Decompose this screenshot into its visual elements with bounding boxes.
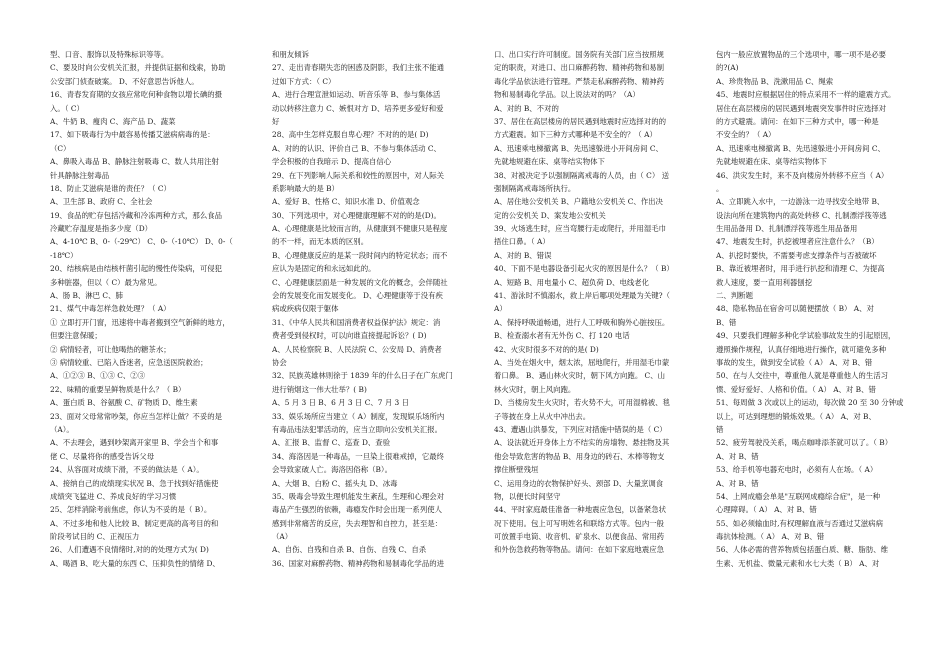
text-line: 先就地规避在床、桌等结实物体下	[494, 157, 605, 167]
text-line: -18℃）	[50, 250, 78, 260]
text-line: 44、平时家庭最佳准备一种地震应急包，以备紧急状	[494, 505, 667, 515]
text-column-4	[716, 48, 911, 671]
text-line: 况下使用。包上可写明姓名和联络方式等。包内一般	[494, 518, 664, 528]
text-line: 28、高中生怎样克服自卑心理？不对的的是( D)	[272, 130, 429, 140]
text-line: A、接纳自己的成绩现实状况 B、急于找到好措施使	[50, 478, 219, 488]
text-line: 佬 C、尽量将你的感受告诉父母	[50, 451, 155, 461]
text-line: 的?(A)	[716, 63, 739, 73]
text-line: 37、居住在高层楼房的居民遇到地震时应选择对的的	[494, 116, 667, 126]
text-line: 好	[272, 116, 280, 126]
text-line: A、5 月 3 日 B、6 月 3 日 C、7 月 3 日	[272, 398, 409, 408]
text-line: 动以转移注意力 C、嫉恨对方 D、培养更多爱好和爱	[272, 103, 444, 113]
text-line: 38、对被决定予以强制隔离戒毒的人员，由（ C） 送	[494, 170, 669, 180]
text-line: A、进行合理宣泄如运动、听音乐等 B、参与集体活	[272, 90, 441, 100]
text-line: 事故的发生，做到安全试验（ A） A、对 B、错	[716, 357, 873, 367]
text-line: ① 立即打开门窗，迅速将中毒者搬到空气新鲜的地方，	[50, 317, 230, 327]
text-line: （C）	[50, 143, 71, 153]
text-line: A、珍贵物品 B、洗漱用品 C、绳索	[716, 76, 834, 86]
text-line: 入。（ C）	[50, 103, 84, 113]
text-line: 的方式避震。请问：在如下三种方式中，哪一种是	[716, 116, 879, 126]
text-line: A、大烟 B、白粉 C、摇头丸 D、冰毒	[272, 478, 398, 488]
text-line: 39、火场逃生时，应当弯腰行走或爬行，并用湿毛巾	[494, 224, 667, 234]
text-line: 林火灾时，朝上风向跑。	[494, 384, 576, 394]
text-line: 33、娱乐场所应当建立（ A）制度，发现娱乐场所内	[272, 411, 445, 421]
text-line: 52、疲劳驾驶没关系，喝点咖啡添茶就可以了。（ B）	[716, 438, 893, 448]
text-line: 惯、爱好爱好、人格和价值。（ A） A、对 B、错	[716, 384, 876, 394]
text-line: C、要及时向公安机关汇报，并提供证据和线索，协助	[50, 63, 226, 73]
text-line: A、对 B、错	[716, 451, 759, 461]
text-line: A、①②③ B、①③ C、②③	[50, 371, 146, 381]
text-line: A、对的 B、不对的	[494, 103, 559, 113]
text-line: 着口鼻。 B、遇山林火灾时，朝下风方向跑。 C、山	[494, 371, 665, 381]
text-line: A、扒挖时要快，不需要考虑支撑条件与否被破坏	[716, 250, 877, 260]
text-line: 以上，可达到理想的锻炼效果。（ A） A、对 B、	[716, 411, 876, 421]
text-line: A、保持呼吸道畅通，进行人工呼吸和胸外心脏按压。	[494, 317, 670, 327]
text-line: A、居住地公安机关 B、户籍地公安机关 C、作出决	[494, 197, 663, 207]
text-line: 物和易制毒化学品。以上说法对的吗？（A）	[494, 90, 640, 100]
text-line: C、运用身边的衣物保护好头、颈部 D、大量烹调食	[494, 478, 664, 488]
text-line: 型、口音、服饰以及特殊标识等等。	[50, 50, 169, 59]
text-line: 捂住口鼻。（ A）	[494, 237, 550, 247]
text-line: 会的发展变化而发展变化。 D、心理健康等于没有疾	[272, 291, 443, 301]
text-line: A、迅速乘电梯撤离 B、先迅速躲进小开间房间 C、	[716, 143, 885, 153]
text-line: 子等披在身上从火中冲出去。	[494, 411, 591, 421]
text-line: 但要注意保暖；	[50, 331, 102, 341]
text-line: 进行销烟这一伟大壮举？( B)	[272, 384, 367, 394]
text-column-3	[494, 48, 689, 671]
text-line: A、对 B、错	[716, 478, 759, 488]
text-line: 成绩突飞猛进 C、养成良好的学习习惯	[50, 491, 177, 501]
text-line: D、当楼房发生火灾时，若火势不大，可用湿棉被、毯	[494, 398, 670, 408]
text-line: 物，以便长时间坚守	[494, 491, 561, 501]
text-line: 包内一般应放置物品的三个选项中，哪一项不是必要	[716, 50, 886, 59]
text-line: C、心理健康层面是一种发展的文化的概念，会伴随社	[272, 277, 448, 287]
text-line: A、蛋白质 B、谷氨酸 C、矿物质 D、维生素	[50, 398, 198, 408]
text-line: 和外伤急救药物等物品。请问：在如下家庭地震应急	[494, 545, 664, 555]
text-line: 23、面对父母常常吵架，你应当怎样让做？不妥的是	[50, 411, 223, 421]
text-line: 54、上网成瘾会单是"互联网成瘾综合症"，是一种	[716, 491, 881, 501]
text-line: 17、如下吸毒行为中最容易传播艾滋病病毒的是：	[50, 130, 215, 140]
text-line: 51、每周做 3 次或以上的运动，每次做 20 至 30 分钟或	[716, 398, 904, 408]
text-line: 34、海洛因是一种毒品，一旦染上很难戒掉，它最终	[272, 451, 445, 461]
text-line: 他会导致危害的物品 B、用身边的砖石、木棒等物支	[494, 451, 665, 461]
text-line: ③ 病情较重、已陷入昏迷者，应急送医院救治；	[50, 357, 208, 367]
text-line: 53、给手机等电器充电时，必须有人在场。（ A）	[716, 465, 878, 475]
text-line: 会导致家破人亡。海洛因俗称（B）。	[272, 465, 392, 475]
text-line: 不安全的？（ A）	[716, 130, 776, 140]
text-line: 强制隔离戒毒场所执行。	[494, 183, 576, 193]
text-line: 撑住断壁残垣	[494, 465, 539, 475]
text-line: 感到非常痛苦的反应，失去理智和自控力，甚至是：	[272, 518, 442, 528]
text-line: B、错	[716, 317, 737, 327]
text-line: 居住在高层楼房的居民遇到地震突发事件时应选择对	[716, 103, 886, 113]
text-line: 48、隐私物品在宿舍可以随便摆放（ B） A、对	[716, 304, 874, 314]
text-line: A、4-10℃ B、0-（-29℃） C、0-（-10℃） D、0-（	[50, 237, 233, 247]
text-line: 应认为是固定的和永远如此的。	[272, 264, 376, 274]
text-line: 41、游泳时不慎溺水，救上岸后哪项处理最为关键?（	[494, 291, 670, 301]
text-column-1	[50, 48, 245, 671]
text-line: 阶段考试目的 C、正视压力	[50, 532, 140, 542]
text-line: A、迅速乘电梯撤离 B、先迅速躲进小开间房间 C、	[494, 143, 663, 153]
text-line: B、靠近被埋者时，用手进行扒挖和清理 C、为提高	[716, 264, 885, 274]
text-line: 二、判断题	[716, 291, 753, 301]
text-line: 。	[716, 183, 724, 193]
text-line: ② 病情轻者，可让他喝热的糖茶水；	[50, 344, 171, 354]
text-line: 18、防止艾滋病是谁的责任？（ C）	[50, 183, 171, 193]
text-line: 针具静脉注射毒品	[50, 170, 110, 180]
text-line: 55、如必须输血时,有权理解血液与否通过艾滋病病	[716, 518, 883, 528]
text-line: A、对的 B、错误	[494, 250, 552, 260]
text-line: B、检查溺水者有无外伤 C、打 120 电话	[494, 331, 630, 341]
text-line: 定的职责，对进口、出口麻醉药物、精神药物和易制	[494, 63, 664, 73]
text-line: 公安部门侦查破案。 D、不好意思告诉他人。	[50, 76, 199, 86]
text-line: 42、火灾时很多不对的的是( D)	[494, 344, 599, 354]
text-line: A、自伤、自残和自杀 B、自伤、自残 C、自杀	[272, 545, 427, 555]
text-line: 20、结核病是由结核杆菌引起的慢性传染病，可侵犯	[50, 264, 223, 274]
text-line: 45、地震时应根据居住的特点采用不一样的避震方式。	[716, 90, 896, 100]
text-line: 遵照操作规程，认真仔细地进行操作，就可避免多种	[716, 344, 886, 354]
text-line: 有毒品违法犯罪活动的，应当立即向公安机关汇报。	[272, 424, 442, 434]
text-line: 过如下方式：（ C）	[272, 76, 336, 86]
text-line: 学会积极的自我暗示 D、提高自信心	[272, 157, 392, 167]
text-line: 16、青春发育期的女孩应常吃何种食物以增长碘的摄	[50, 90, 223, 100]
text-line: A）	[494, 304, 507, 314]
text-line: 错	[716, 424, 724, 434]
text-line: 多种脏器，但以（ C）最为常见。	[50, 277, 162, 287]
text-line: A、人民检察院 B、人民法院 C、公安局 D、消费者	[272, 344, 442, 354]
text-line: 的不一样，而无本质的区别。	[272, 237, 369, 247]
text-line: 先就地规避在床、桌等结实物体下	[716, 157, 827, 167]
text-line: B、心理健康反应的是某一段时间内的特定状态；而不	[272, 250, 448, 260]
text-line: 19、食品的贮存包括冷藏和冷冻两种方式，那么食品	[50, 210, 223, 220]
text-line: 救人速度，要一直用利器刨挖	[716, 277, 813, 287]
text-line: 系影响最大的是 B）	[272, 183, 339, 193]
text-line: A、肠 B、淋巴 C、肺	[50, 291, 123, 301]
text-column-2	[272, 48, 467, 671]
text-line: 口、出口实行许可制度。国务院有关部门应当按照规	[494, 50, 664, 59]
text-line: A、短路 B、用电量小 C、超负荷 D、电线老化	[494, 277, 650, 287]
text-line: 毒化学品依法进行管理。严禁走私麻醉药物、精神药	[494, 76, 664, 86]
text-line: 35、吸毒会导致生理机能发生紊乱，生理和心理会对	[272, 491, 445, 501]
text-line: A、不去理会，遇到吵架离开家里 B、学会当个和事	[50, 438, 219, 448]
text-line: 29、在下列影响人际关系和较性的原因中，对人际关	[272, 170, 445, 180]
text-line: A、心理健康是比较而言的，从健康到不健康只是程度	[272, 224, 448, 234]
text-line: 46、洪灾发生时，来不及向楼房外转移不应当（ A）	[716, 170, 889, 180]
text-line: 26、人们遭遇不良情绪时,对的的处理方式为( D)	[50, 545, 209, 555]
text-line: 可放置手电筒、收音机、矿泉水、以便食品、常用药	[494, 532, 664, 542]
text-line: 心理障碍。（ A） A、对 B、错	[716, 505, 817, 515]
text-line: A、喝酒 B、吃大量的东西 C、压抑负性的情绪 D、	[50, 558, 220, 568]
text-line: 毒抗体检测。（ A） A、对 B、错	[716, 532, 825, 542]
text-line: A、对的的认识、评价自己 B、不参与集体活动 C、	[272, 143, 441, 153]
text-line: 方式避震。如下三种方式哪种是不安全的？（ A）	[494, 130, 657, 140]
text-line: 36、国家对麻醉药物、精神药物和易制毒化学品的进	[272, 558, 445, 568]
text-line: 31、《中华人民共和国消费者权益保护法》规定：消	[272, 317, 441, 327]
text-line: 毒品产生强烈的依赖，毒瘾发作时会出现一系列使人	[272, 505, 442, 515]
text-line: 设法向所在建筑物内的高处转移 C、扎制漂浮筏等逃	[716, 210, 887, 220]
text-line: 27、走出青春期失恋的困惑及阴影，我们主张不能通	[272, 63, 445, 73]
text-line: 49、只要我们理解多种化学试验事故发生的引起原因，	[716, 331, 896, 341]
text-line: 生用品备用 D、扎制漂浮筏等逃生用品备用	[716, 224, 858, 234]
text-line: 47、地震发生时，扒挖被埋者应注意什么？（B）	[716, 237, 879, 247]
text-line: A、当处在烟火中，烟太浓，屈地爬行，并用湿毛巾蒙	[494, 357, 670, 367]
text-line: A、鼻吸入毒品 B、静脉注射吸毒 C、数人共用注射	[50, 157, 219, 167]
text-line: （A）。	[50, 424, 74, 434]
text-line: 协会	[272, 357, 287, 367]
text-line: 定的公安机关 D、案发地公安机关	[494, 210, 606, 220]
text-line: 40、下面不是电器设备引起火灾的原因是什么？（ B）	[494, 264, 674, 274]
text-line: A、设法就近开身体上方不结实的房墙物、悬挂物及其	[494, 438, 670, 448]
text-line: A、立即跳入水中，一边游泳一边寻找安全地带 B、	[716, 197, 885, 207]
text-line: A、卫生部 B、政府 C、全社会	[50, 197, 153, 207]
text-line: 30、下列选项中，对心理健康理解不对的的是(D)。	[272, 210, 441, 220]
text-line: 32、民族英雄林则徐于 1839 年的什么日子在广东虎门	[272, 371, 453, 381]
text-line: 费者受到侵权时，可以向谁直接提起诉讼？( D)	[272, 331, 427, 341]
text-line: 24、从容面对成绩下滑，不妥的做法是（ A）。	[50, 465, 204, 475]
text-line: A、汇报 B、监督 C、巡查 D、查验	[272, 438, 391, 448]
text-line: 生素、无机盐、微量元素和水七大类（ B） A、对	[716, 558, 880, 568]
text-line: 和朋友倾诉	[272, 50, 309, 59]
text-line: 病或疾病仅限于躯体	[272, 304, 339, 314]
text-line: 56、人体必需的营养物质包括蛋白质、糖、脂肪、维	[716, 545, 889, 555]
text-line: （A）	[272, 532, 293, 542]
text-line: 冷藏贮存温度是指多少度（D）	[50, 224, 153, 234]
text-line: 25、怎样消除考前焦虑，你认为不妥的是（ B）。	[50, 505, 212, 515]
text-line: 50、在与人交往中，尊重他人就是尊重他人的生活习	[716, 371, 889, 381]
text-line: 21、煤气中毒怎样急救处理？（ A）	[50, 304, 171, 314]
text-line: A、不过多地和他人比较 B、制定更高的高考目的和	[50, 518, 219, 528]
text-line: 43、遭遇山洪暴发，下列应对措施中错误的是（ C）	[494, 424, 667, 434]
text-line: A、牛奶 B、瘦肉 C、海产品 D、蔬菜	[50, 116, 176, 126]
text-line: 22、味精的重要呈鲜物质是什么？（ B）	[50, 384, 186, 394]
text-line: A、爱好 B、性格 C、知识水准 D、价值观念	[272, 197, 420, 207]
